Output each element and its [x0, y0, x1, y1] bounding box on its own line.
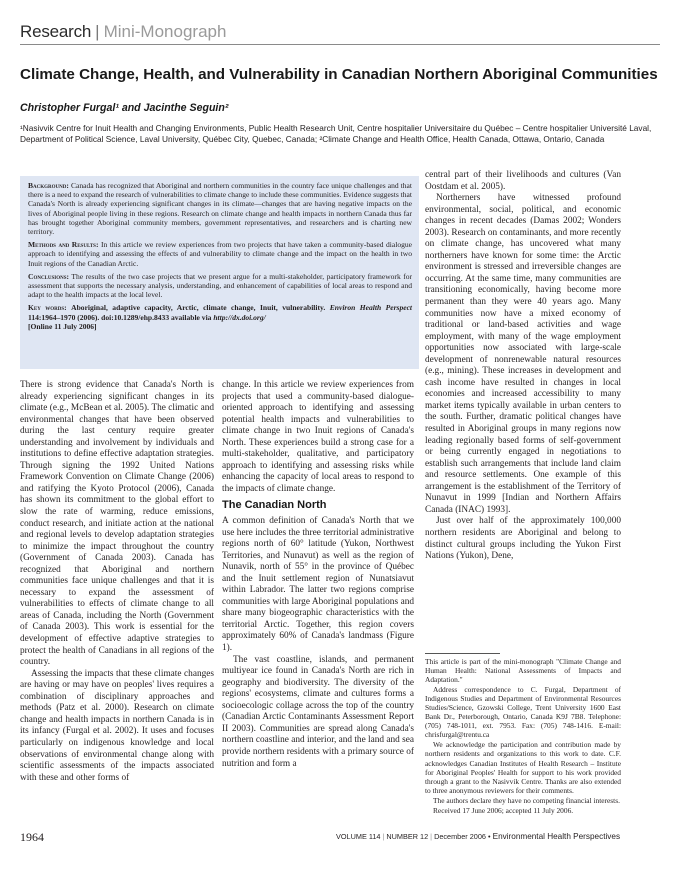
paragraph: Assessing the impacts that these climate changes are having or may have on peoples' lives requires a combination of disciplinary approaches and methods (Patz et al. 2000). Research on climate change and health impacts in northern Canada is in its infancy (Furgal et al. 2002). It uses and focuses particularly on indigenous knowledge and local observations of environmental change along with scientific assessments of the impacts associated with these and other forms of: [20, 668, 214, 783]
abstract-conclusions-text: The results of the two case projects that we present argue for a multi-stakeholder, participatory framework for assessment that supports the necessary analysis, understanding, and enhancement of capabilities of local areas to respond and adapt to the health impacts at the local level.: [28, 271, 412, 300]
footnote-dates: Received 17 June 2006; accepted 11 July 2006.: [433, 805, 574, 815]
article-title: Climate Change, Health, and Vulnerability in Canadian Northern Aboriginal Communities: [20, 66, 658, 83]
footer-date: December 2006: [434, 832, 486, 841]
abstract-conclusions-label: Conclusions:: [28, 271, 70, 281]
keywords-label: Key words:: [28, 303, 67, 313]
footnote-acknowledgments: We acknowledge the participation and contribution made by northern residents and organizations to this work to date. C.F. acknowledges Canadian Institutes of Health Research – Institute for Aboriginal Peoples' Health for support to his work provided through a grant to the Nasivvik Centre. Thanks are also extended to three anonymous reviewers for their comments.: [425, 740, 621, 795]
section-heading: The Canadian North: [222, 499, 327, 512]
affiliations: ¹Nasivvik Centre for Inuit Health and Changing Environments, Public Health Research Unit, Centre hospitalier Universitaire du Québec – Centre hospitalier Université Laval, Department of Political Science, Laval University, Québec City, Quebec, Canada; ²Climate Change and Health Office, Health Canada, Ottawa, Ontario, Canada: [20, 123, 652, 144]
body-column-2: [222, 380, 414, 770]
paragraph: The vast coastline, islands, and permanent multiyear ice found in Canada's North are rich in geography and biodiversity. The diversity of the regions' ecosystems, climate and cultures forms a socioecologic collage across the top of the country (Canadian Arctic Contaminants Assessment Report II 2003). Communities are spread along Canada's northern coastline and interior, and the land and sea provide northern residents with a primary source of nutrition and form a: [222, 654, 414, 769]
page-number: 1964: [20, 830, 44, 844]
footnote-competing-interests: The authors declare they have no competing financial interests.: [433, 795, 620, 805]
footer-journal: Environmental Health Perspectives: [492, 832, 621, 841]
paragraph: A common definition of Canada's North that we use here includes the three territorial administrative regions north of 60° latitude (Yukon, Northwest Territories, and Nunavut) as well as the region of Nunavik, north of 55° in the province of Québec and the Inuit settlement region of Nunatsiavut within Labrador. The latter two regions comprise communities with large Aboriginal populations and share many biogeographic characteristics with the territorial Arctic. Together, this region covers approximately 60% of Canada's landmass (Figure 1).: [222, 516, 414, 654]
footnotes: [425, 657, 621, 816]
section-label: Research: [20, 22, 92, 41]
footnote-correspondence: Address correspondence to C. Furgal, Department of Indigenous Studies and Department of Environmental Resources Studies/Science, Gzowski College, Trent University 1600 East Bank Dr., Peterborough, Ontario, Canada K9J 7B8. Telephone: (705) 748-1011, ext. 7953. Fax: (705) 748-1416. E-mail: chrisfurgal@trentu.ca: [425, 685, 621, 740]
body-column-3: [425, 170, 621, 563]
abstract-background: [28, 181, 412, 236]
subsection-label: Mini-Monograph: [103, 22, 227, 41]
footnote-monograph: This article is part of the mini-monograph "Climate Change and Human Health: National Assessments of Impacts and Adaptation.": [425, 657, 621, 685]
paragraph: central part of their livelihoods and cultures (Van Oostdam et al. 2005).: [425, 170, 621, 192]
footnote-rule: [425, 653, 500, 654]
abstract-conclusions: [28, 272, 412, 300]
footer-number: NUMBER 12: [386, 832, 429, 841]
doi-link[interactable]: http://dx.doi.org/: [213, 312, 266, 322]
footer-volume: VOLUME 114: [336, 832, 381, 841]
abstract-background-text: Canada has recognized that Aboriginal and northern communities in the country face unique challenges and that there is a need to expand the research of vulnerabilities to climate change to include these communities. Evidence suggests that Canada's North is already experiencing significant changes in its climate—changes that are having negative impacts on the lives of Aboriginal people living in these regions. Research on climate change and health impacts in northern Canada thus far has brought together Aboriginal community members, government representatives, and researchers and is charting new territory.: [28, 181, 412, 237]
body-column-1: [20, 380, 214, 784]
footer-bullet: •: [488, 832, 491, 841]
paragraph: There is strong evidence that Canada's North is already experiencing significant changes in its climate (e.g., McBean et al. 2005). The climatic and environmental changes that have been observed during the last century require greater understanding and involvement by individuals and institutions to define effective adaptation strategies. Through signing the 1992 United Nations Framework Convention on Climate Change (2006) and ratifying the Kyoto Protocol (2006), Canada has shown its commitment to the global effort to slow the rate of warming, reduce emissions, conduct research, and initiate action at the national and regional levels to develop adaptation strategies to minimize the impact throughout the country (Government of Canada 2003). Canada has recognized that Aboriginal and northern communities face unique challenges and that it is necessary to expand the assessment of vulnerabilities to effects of climate change to all areas of Canada, including the North (Government of Canada 2003). This work is essential for the development of effective adaptive strategies to protect the health of Canadians in all regions of the country.: [20, 380, 214, 668]
abstract-methods-label: Methods and Results:: [28, 240, 99, 250]
header-rule: [20, 44, 660, 45]
abstract-methods-text: In this article we review experiences from two projects that have taken a community-based dialogue approach to identifying and assessing the effects of and vulnerability to climate change and the impact on the health in two Inuit regions of the Canadian Arctic.: [28, 240, 412, 268]
citation-journal: Environ Health Perspect: [329, 303, 413, 313]
paragraph: Just over half of the approximately 100,000 northern residents are Aboriginal and belong to distinct cultural groups including the Yukon First Nations (Yukon), Dene,: [425, 516, 621, 562]
citation-details: 114:1964–1970 (2006). doi:10.1289/ehp.8433 available via: [28, 312, 212, 322]
abstract-methods: [28, 240, 412, 268]
abstract-background-label: Background:: [28, 181, 69, 190]
paragraph: change. In this article we review experiences from projects that used a community-based dialogue-oriented approach to identifying and assessing potential health impacts and vulnerabilities to climate change in two Inuit regions of Canada's North. These experiences build a strong case for a multi-stakeholder, qualitative, and participatory approach to identifying and assessing risks while enhancing the capacity of local areas to respond to the impacts of climate change.: [222, 380, 414, 494]
author-list: Christopher Furgal¹ and Jacinthe Seguin²: [20, 102, 229, 114]
running-header: [20, 22, 640, 44]
footer-separator: |: [430, 832, 433, 841]
online-date: [Online 11 July 2006]: [28, 321, 97, 331]
abstract-box: [20, 176, 419, 369]
abstract-keywords: [28, 303, 412, 331]
paragraph: Northerners have witnessed profound environmental, social, political, and economic changes in recent decades (Damas 2002; Wonders 2003). Research on contaminants, and more recently on climate change, has uncovered what many northerners have known for some time: the Arctic environment is stressed and irreversible changes are occurring. At the same time, many communities are transitioning economically, having become more permanent than they were 40 years ago. Many communities now have a mixed economy of traditional or land-based activities and wage employment, with many of the wage employment opportunities now associated with large-scale development of nonrenewable natural resources (e.g., mining). These increases in development and cash income have resulted in changes in local economies and increased accessibility to many market items typically available in urban centers to the south. Further, dramatic political changes have resulted in Aboriginal groups in many regions now leading regionally based forms of self-government or being currently engaged in negotiations to establish such arrangements that include land claim and resource settlements. One example of this arrangement is the establishment of the Territory of Nunavut in 1999 [Indian and Northern Affairs Canada (INAC) 1993].: [425, 193, 621, 515]
footer-separator: |: [382, 832, 385, 841]
running-footer: [336, 832, 620, 841]
header-separator: |: [95, 22, 100, 41]
keywords-text: Aboriginal, adaptive capacity, Arctic, climate change, Inuit, vulnerability.: [71, 303, 326, 313]
